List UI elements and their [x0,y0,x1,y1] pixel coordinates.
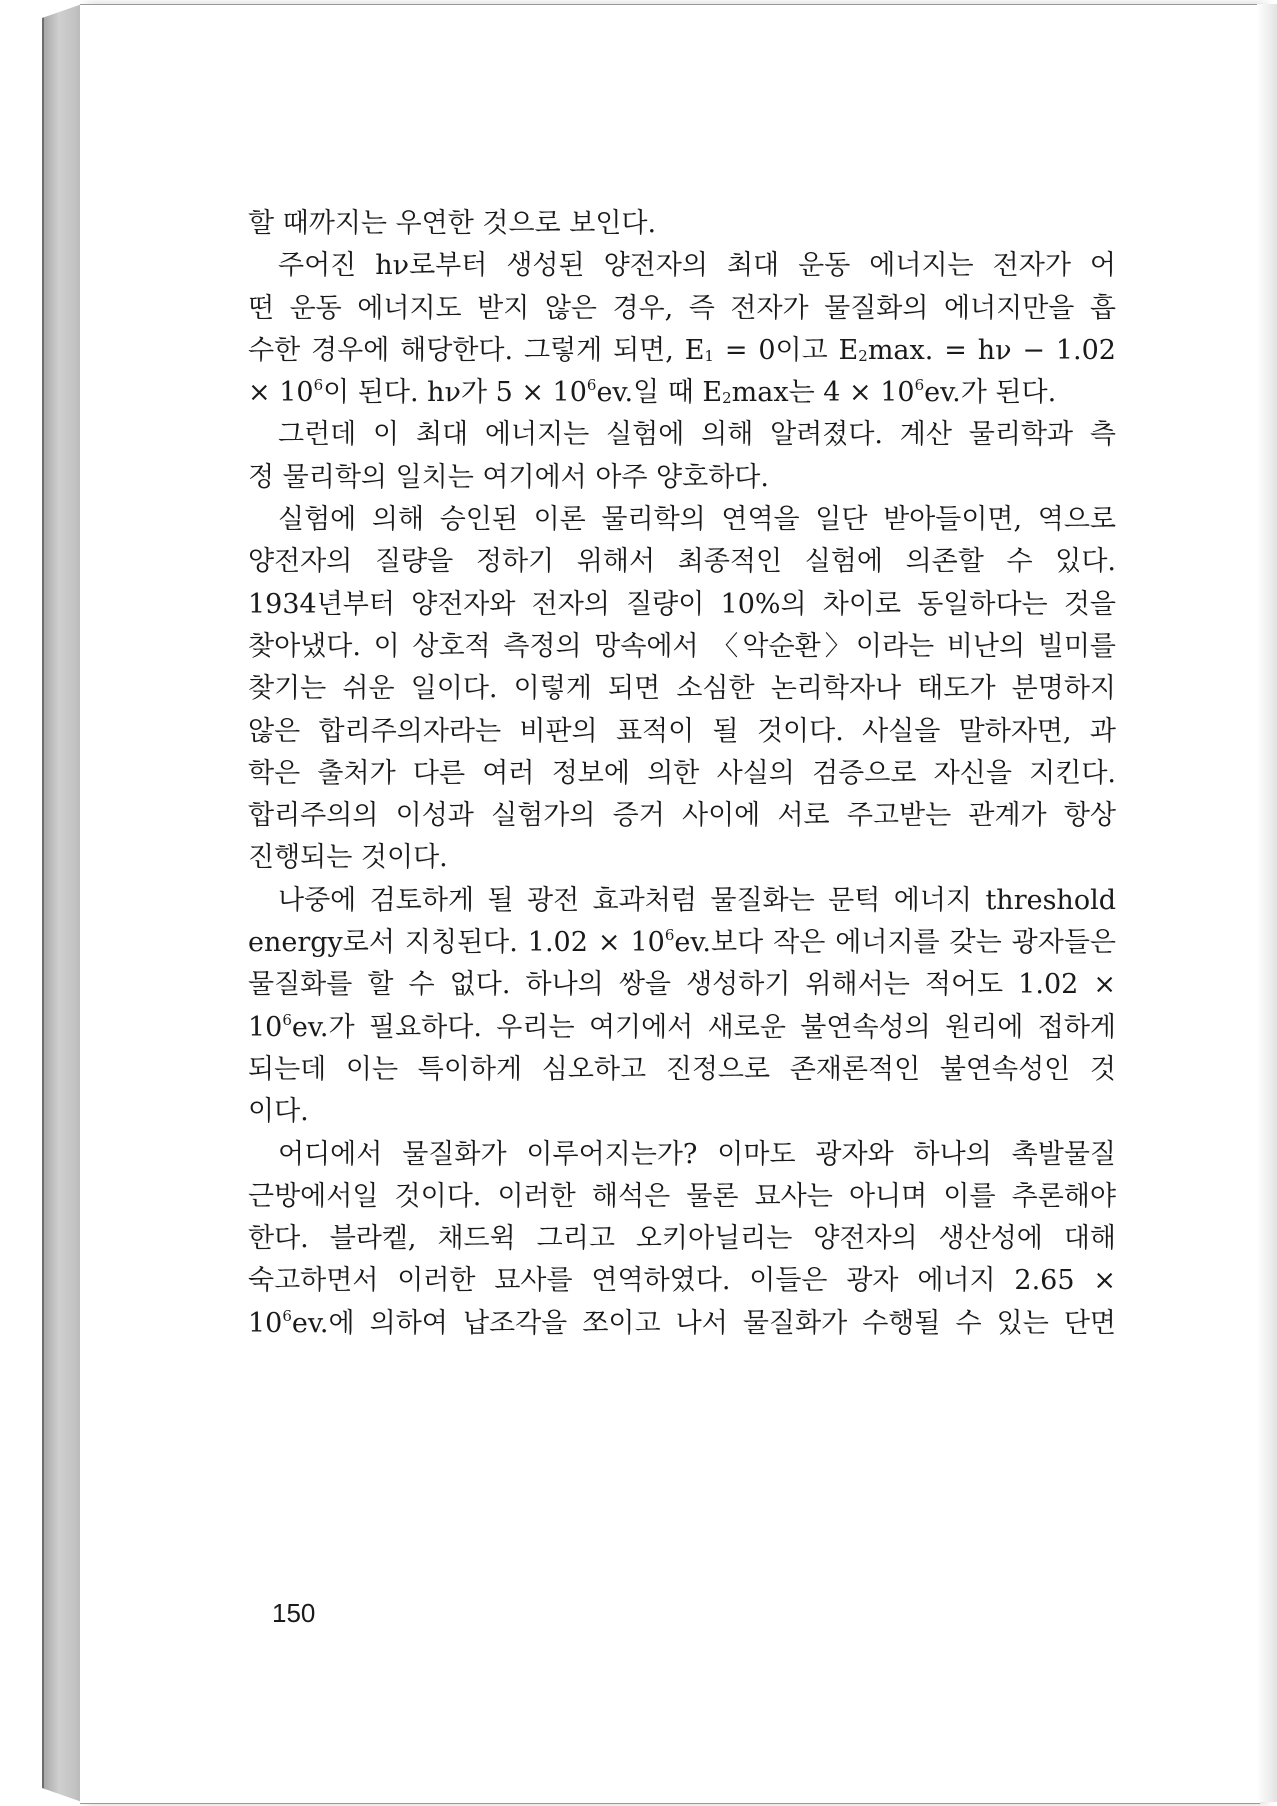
text-line [248,1260,1116,1302]
text-line [248,1176,1116,1218]
text-segment: 합리주의의 이성과 실험가의 증거 사이에 서로 주고받는 관계가 항상 [248,800,1116,832]
text-segment: 1 [704,346,714,365]
text-line [248,414,1116,456]
text-segment: 10 [248,1011,283,1043]
text-segment: ev.보다 작은 에너지를 갖는 광자들은 [674,927,1116,959]
text-segment: 실험에 의해 승인된 이론 물리학의 연역을 일단 받아들이면, 역으로 [278,504,1116,536]
text-line [248,753,1116,795]
text-segment: energy로서 지칭된다. 1.02 × 10 [248,927,665,959]
text-segment: 이다. [248,1096,309,1128]
text-segment: ev.가 된다. [924,377,1057,409]
text-line [248,668,1116,710]
text-line [248,1049,1116,1091]
text-line [248,288,1116,330]
text-segment: 6 [586,376,597,395]
text-segment: 숙고하면서 이러한 묘사를 연역하였다. 이들은 광자 에너지 2.65 × [248,1265,1116,1297]
text-segment: 2 [858,346,868,365]
text-segment: 나중에 검토하게 될 광전 효과처럼 물질화는 문턱 에너지 threshold [278,884,1116,916]
text-segment: = 0이고 E [713,334,859,366]
text-line [248,711,1116,753]
text-line [248,964,1116,1006]
text-segment: 그런데 이 최대 에너지는 실험에 의해 알려졌다. 계산 물리학과 측 [278,419,1116,451]
text-line [248,584,1116,626]
text-segment: 2 [722,389,732,408]
text-segment: ev.일 때 E [596,377,723,409]
text-segment: 한다. 블라켙, 채드윅 그리고 오키아닐리는 양전자의 생산성에 대해 [248,1223,1116,1255]
text-line [248,1303,1116,1345]
text-line [248,1091,1116,1133]
text-line [248,1134,1116,1176]
text-segment: × 10 [248,377,314,409]
text-segment: 어디에서 물질화가 이루어지는가? 이마도 광자와 하나의 촉발물질 [278,1138,1116,1170]
text-segment: 수한 경우에 해당한다. 그렇게 되면, E [248,334,705,366]
page-edge-shadow [1257,4,1277,1802]
text-segment: 할 때까지는 우연한 것으로 보인다. [248,208,657,239]
text-segment: 않은 합리주의자라는 비판의 표적이 될 것이다. 사실을 말하자면, 과 [248,715,1116,747]
text-segment: 주어진 hν로부터 생성된 양전자의 최대 운동 에너지는 전자가 어 [278,250,1116,282]
text-segment: 6 [282,1010,292,1029]
text-segment: 10 [248,1307,283,1339]
text-segment: 6 [313,376,324,395]
book-spine [42,4,82,1802]
page-number: 150 [272,1598,316,1628]
text-segment: max. = hν − 1.02 [867,334,1116,366]
text-segment: 양전자의 질량을 정하기 위해서 최종적인 실험에 의존할 수 있다. [248,546,1116,578]
text-line [248,880,1116,922]
text-segment: 물질화를 할 수 없다. 하나의 쌍을 생성하기 위해서는 적어도 1.02 × [248,969,1116,1001]
text-line [248,457,1116,499]
text-line [248,626,1116,668]
text-line [248,541,1116,583]
text-segment: 6 [914,376,925,395]
text-line [248,1007,1116,1049]
text-segment: 정 물리학의 일치는 여기에서 아주 양호하다. [248,461,769,493]
text-segment: ev.가 필요하다. 우리는 여기에서 새로운 불연속성의 원리에 접하게 [291,1011,1116,1043]
text-segment: 학은 출처가 다른 여러 정보에 의한 사실의 검증으로 자신을 지킨다. [248,757,1116,789]
text-segment: 6 [664,926,675,945]
text-line [248,922,1116,964]
text-line [248,203,1116,245]
text-line [248,1218,1116,1260]
body-text [248,203,1116,1345]
text-line [248,795,1116,837]
text-line [248,245,1116,287]
text-line [248,499,1116,541]
text-segment: 떤 운동 에너지도 받지 않은 경우, 즉 전자가 물질화의 에너지만을 흡 [248,292,1116,324]
text-segment: 찾아냈다. 이 상호적 측정의 망속에서 〈악순환〉이라는 비난의 빌미를 [248,630,1116,662]
text-segment: max는 4 × 10 [731,377,915,409]
text-segment: 진행되는 것이다. [248,842,448,874]
text-segment: 찾기는 쉬운 일이다. 이렇게 되면 소심한 논리학자나 태도가 분명하지 [248,673,1116,705]
text-segment: 6 [282,1306,292,1325]
text-segment: ev.에 의하여 납조각을 쪼이고 나서 물질화가 수행될 수 있는 단면 [291,1307,1116,1339]
text-segment: 1934년부터 양전자와 전자의 질량이 10%의 차이로 동일하다는 것을 [248,588,1116,620]
text-line [248,330,1116,372]
text-segment: 되는데 이는 특이하게 심오하고 진정으로 존재론적인 불연속성인 것 [248,1053,1116,1085]
text-segment: 근방에서일 것이다. 이러한 해석은 물론 묘사는 아니며 이를 추론해야 [248,1180,1116,1212]
text-segment: 이 된다. hν가 5 × 10 [323,377,587,409]
text-line [248,372,1116,414]
text-line [248,837,1116,879]
